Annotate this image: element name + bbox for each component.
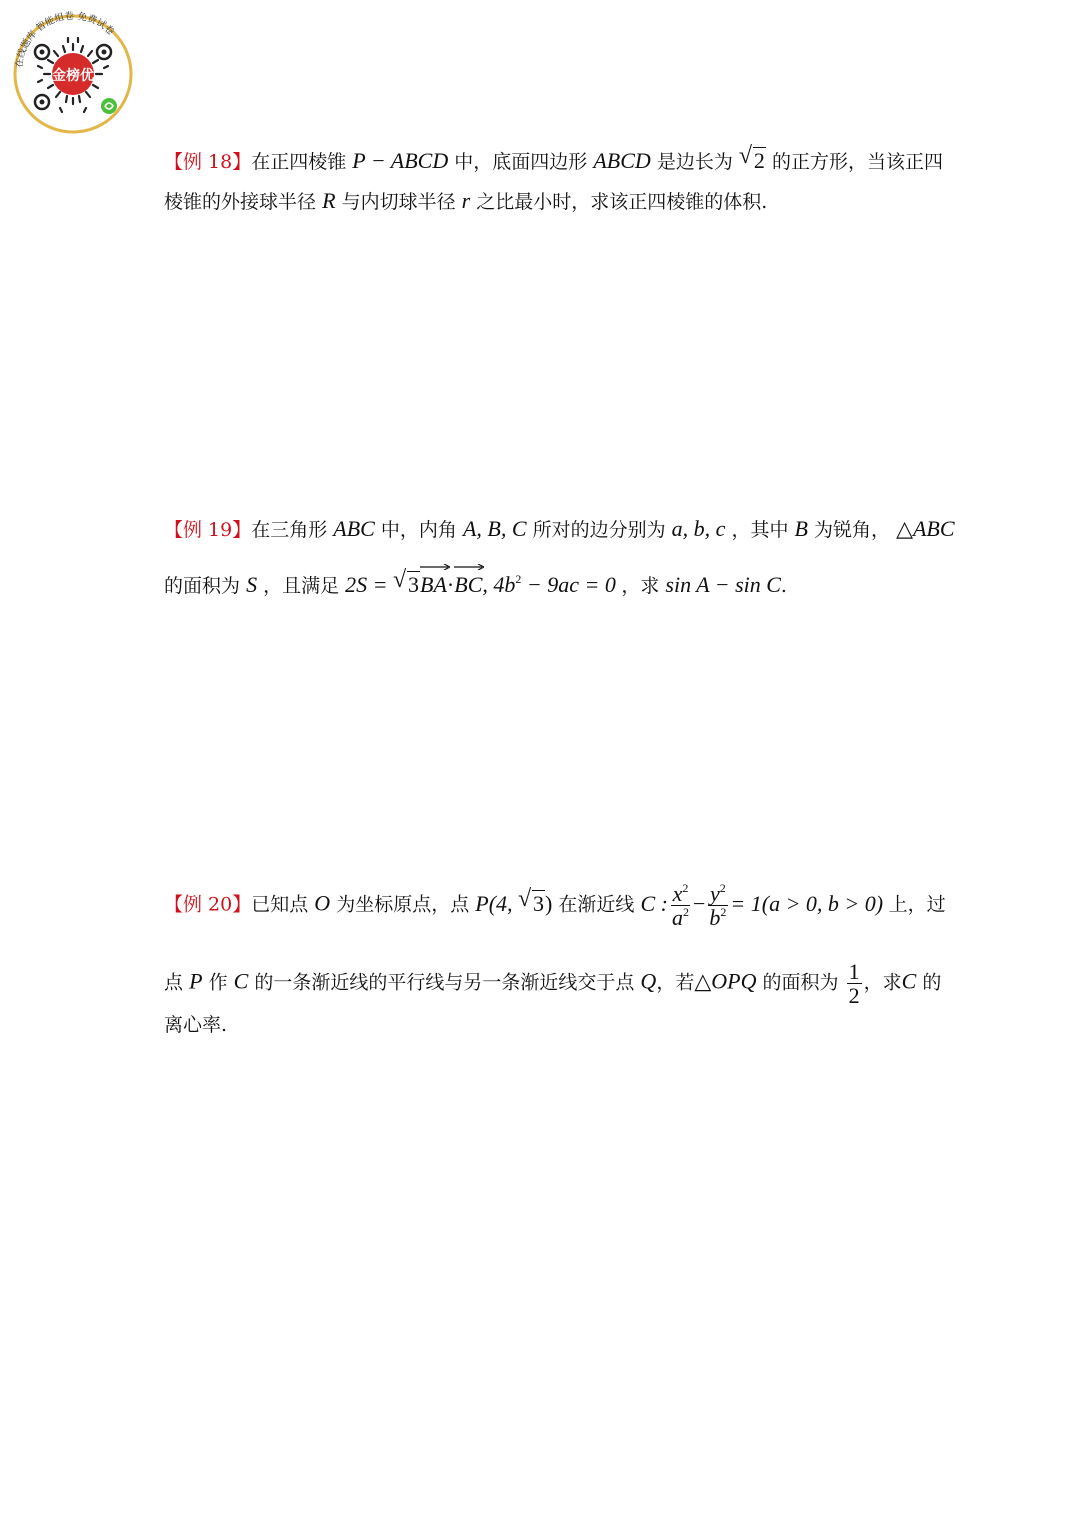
equation: C : $\frac{x^2}{a^2}$ − $\frac{y^2}{b^2}$ = 1(a > 0, b > 0) (640, 881, 884, 931)
text: ，求 (863, 971, 902, 994)
problem-18-line-1 (164, 143, 943, 174)
text: 离心率. (164, 1014, 228, 1036)
text: 的面积为 (762, 971, 839, 994)
text: 的 (922, 971, 942, 994)
text: 为锐角， (814, 519, 891, 541)
math: C (901, 968, 917, 994)
math: C (233, 968, 249, 994)
problem-tag: 【例 20】 (164, 893, 252, 916)
text: ，若 (656, 971, 695, 994)
text: ，求 (621, 575, 660, 597)
math: B (794, 516, 808, 541)
math: ABCD (593, 148, 651, 173)
problem-19-line-1 (164, 516, 955, 542)
sqrt-expression: √ 2 (738, 143, 765, 173)
text: 点 (164, 971, 184, 994)
text: 与内切球半径 (341, 191, 456, 213)
problem-18-line-2 (164, 188, 767, 214)
math: P − ABCD (352, 148, 449, 173)
math: O (314, 890, 331, 916)
problem-20-line-1 (164, 882, 946, 929)
text: 是边长为 (656, 151, 733, 173)
math: P(4, √ 3) (475, 885, 553, 916)
problem-20-line-3 (164, 1014, 227, 1037)
vector-ba: BA (420, 572, 447, 598)
text: 在正四棱锥 (251, 151, 347, 173)
fraction-one-half: $\frac{1}{2}$ (848, 959, 860, 1009)
text: 的正方形，当该正四 (771, 151, 943, 173)
text: 作 (208, 971, 228, 994)
logo-brand-text: 金榜优 (52, 68, 94, 84)
math: △OPQ (694, 968, 757, 994)
math: R (322, 188, 336, 213)
problem-tag: 【例 18】 (164, 151, 252, 173)
text: 在渐近线 (558, 893, 635, 916)
text: 中，内角 (380, 519, 457, 541)
math: △ABC (896, 516, 955, 541)
problem-19-line-2 (164, 567, 787, 598)
text: 的面积为 (164, 575, 241, 597)
text: ，且满足 (263, 575, 340, 597)
math: A, B, C (462, 516, 527, 541)
logo-link-icon (101, 98, 117, 114)
problem-tag: 【例 19】 (164, 519, 252, 541)
vector-bc: BC (454, 572, 482, 598)
math: S (246, 572, 258, 597)
text: 上，过 (888, 893, 946, 916)
text: 所对的边分别为 (532, 519, 666, 541)
text: 棱锥的外接球半径 (164, 191, 317, 213)
math: a, b, c (671, 516, 726, 541)
text: 在三角形 (251, 519, 328, 541)
brand-logo (8, 4, 138, 136)
text: . (780, 575, 787, 597)
math: P (189, 968, 203, 994)
math: Q (640, 968, 657, 994)
text: 为坐标原点，点 (336, 893, 470, 916)
math: r (461, 188, 471, 213)
equation: 2S = √ 3 BA· BC, $4b^2 - 9ac = 0$ (345, 572, 621, 597)
text: ，其中 (731, 519, 789, 541)
problem-20-line-2 (164, 960, 941, 1007)
text: 的一条渐近线的平行线与另一条渐近线交于点 (254, 971, 635, 994)
text: 已知点 (251, 893, 309, 916)
math: ABC (333, 516, 375, 541)
logo-arc-text: 在线题库 智能组卷 免费试卷 (13, 10, 117, 69)
math: sin A − sin C (665, 572, 781, 597)
text: 之比最小时，求该正四棱锥的体积. (476, 191, 768, 213)
text: 中，底面四边形 (454, 151, 588, 173)
